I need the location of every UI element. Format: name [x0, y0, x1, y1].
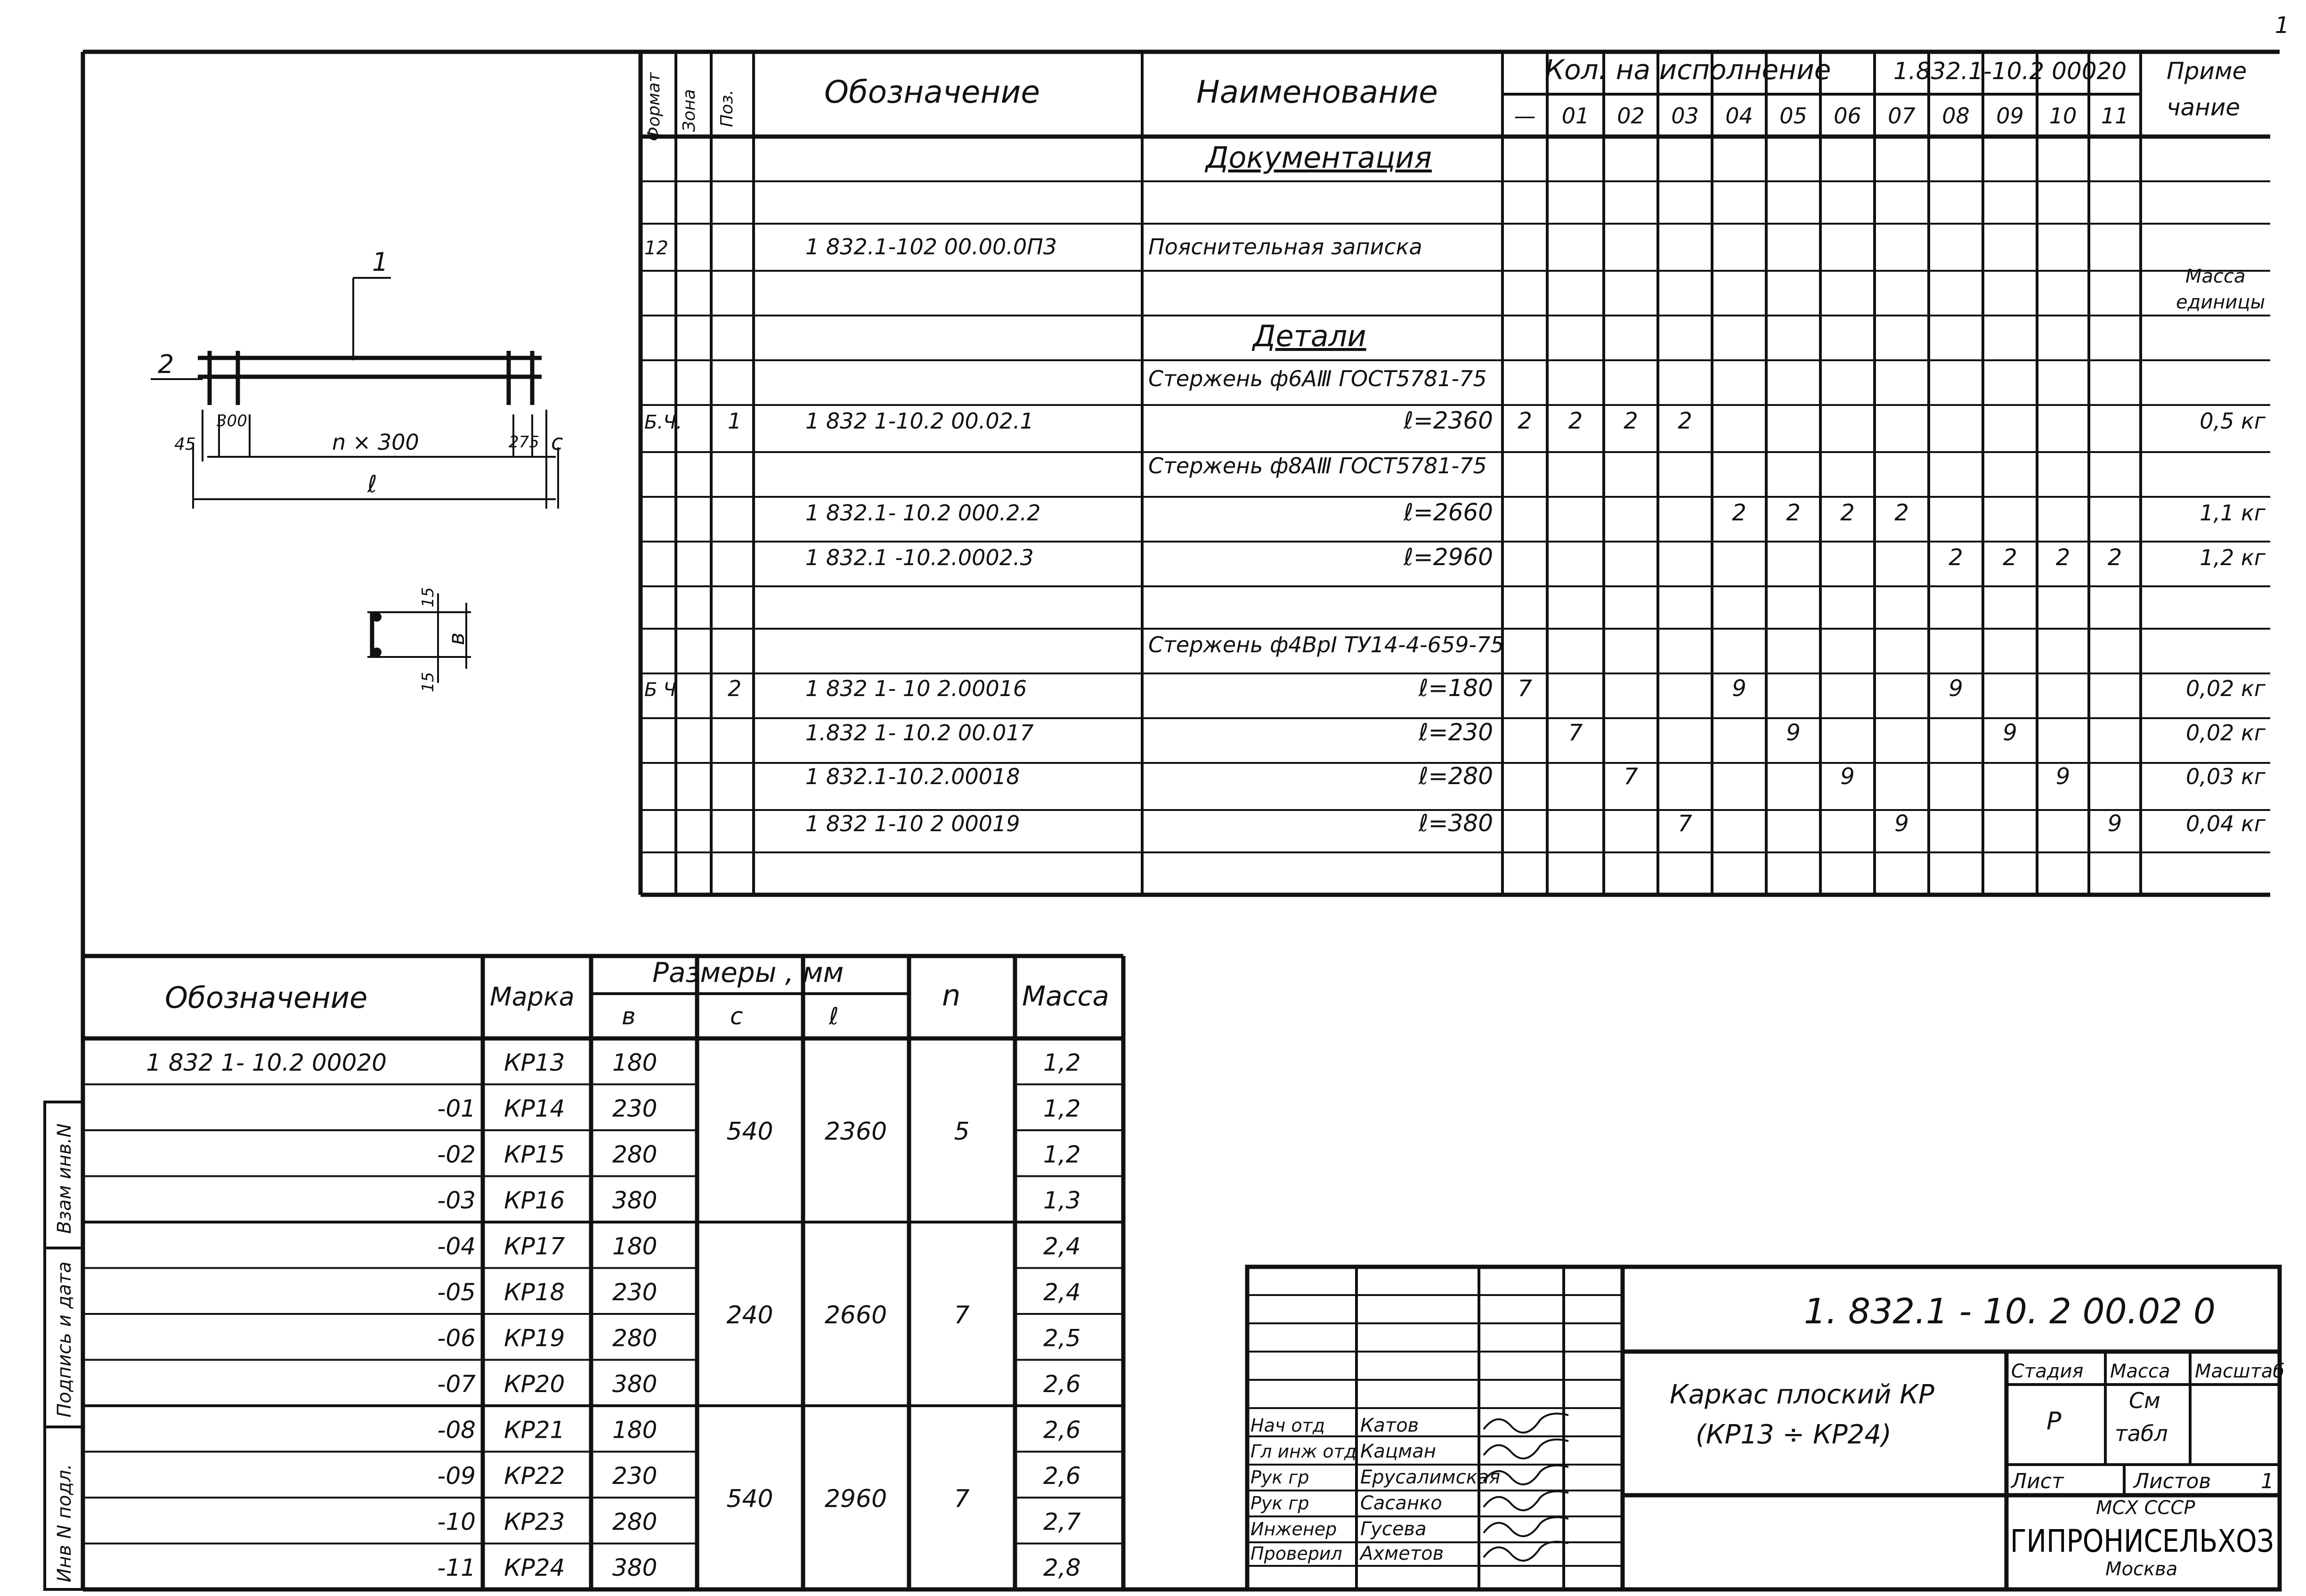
signer-name: Катов [1360, 1415, 1419, 1436]
variant-mark: КР20 [504, 1370, 565, 1398]
variant-mark: КР24 [504, 1554, 565, 1581]
spec-row [1148, 453, 1487, 478]
variant-mass: 2,4 [1043, 1278, 1081, 1306]
signer-role: Рук гр [1250, 1467, 1309, 1488]
spec-qty: 2 [1568, 408, 1583, 434]
variant-mark: КР17 [504, 1232, 565, 1260]
doc-title-2: (КР13 ÷ КР24) [1696, 1419, 1892, 1450]
variant-designation: -01 [437, 1094, 476, 1122]
signature-row [1250, 1440, 1568, 1462]
spec-name: Стержень ф8АⅢ ГОСТ5781-75 [1148, 453, 1487, 478]
signer-role: Рук гр [1250, 1493, 1309, 1514]
variant-b: 380 [612, 1370, 658, 1398]
variant-mark: КР16 [504, 1186, 565, 1214]
variant-mass: 2,7 [1043, 1508, 1081, 1536]
spec-rows [644, 234, 2266, 837]
stamp-inv-vzam: Взам инв.N [54, 1123, 75, 1234]
variant-b: 380 [612, 1186, 658, 1214]
spec-name: Пояснительная записка [1148, 234, 1422, 259]
vhdr-l: ℓ [829, 1003, 839, 1030]
dim-15-top: 15 [419, 587, 438, 608]
mass-value-1: См [2129, 1388, 2160, 1413]
spec-pos: 2 [728, 676, 742, 701]
spec-qty: 9 [2003, 720, 2017, 746]
spec-designation: 1 832 1-10.2 00.02.1 [805, 408, 1034, 434]
variant-row [437, 1232, 1080, 1260]
variant-row [437, 1416, 1080, 1443]
spec-designation: 1 832 1-10 2 00019 [805, 811, 1020, 836]
vhdr-mark: Марка [490, 982, 575, 1012]
variant-mark: КР23 [504, 1508, 565, 1536]
spec-format: Б.Ч. [644, 412, 682, 433]
variant-mark: КР21 [504, 1416, 565, 1444]
spec-row [1148, 366, 1487, 391]
variant-mark: КР13 [504, 1049, 565, 1077]
handwritten-signature [1484, 1491, 1568, 1510]
spec-row [805, 719, 2266, 746]
hdr-format: Формат [644, 72, 664, 141]
spec-qty: 2 [1732, 500, 1746, 526]
spec-row [805, 499, 2266, 526]
spec-name: ℓ=280 [1419, 762, 1493, 790]
spec-qty: 2 [2003, 544, 2017, 571]
spec-qty: 2 [1840, 500, 1855, 526]
dim-c: c [551, 429, 563, 455]
spec-qty: 9 [2055, 763, 2071, 790]
signer-name: Сасанко [1360, 1492, 1442, 1514]
scale-header: Масштаб [2195, 1361, 2285, 1382]
doc-code: 1. 832.1 - 10. 2 00.02 0 [1804, 1291, 2216, 1332]
spec-name: ℓ=2660 [1404, 499, 1493, 526]
variant-c: 540 [726, 1485, 773, 1513]
spec-name: ℓ=380 [1419, 810, 1493, 837]
spec-name: ℓ=2360 [1404, 407, 1493, 434]
spec-name: Стержень ф4ВрI ТУ14-4-659-75 [1148, 632, 1504, 657]
variant-mass: 2,6 [1043, 1416, 1081, 1444]
variant-row [437, 1187, 1080, 1214]
section-details: Детали [1253, 319, 1366, 353]
spec-qty: 9 [1786, 720, 1801, 746]
spec-name: Стержень ф6АⅢ ГОСТ5781-75 [1148, 366, 1487, 391]
variant-mass: 2,5 [1043, 1324, 1081, 1352]
dim-275: 275 [509, 433, 539, 452]
stage-header: Стадия [2011, 1361, 2084, 1382]
variant-b: 380 [612, 1554, 658, 1581]
section-sketch [367, 587, 471, 692]
mass-value-2: табл [2115, 1421, 2168, 1446]
variant-row [437, 1370, 1080, 1398]
variant-b: 180 [612, 1232, 658, 1260]
spec-note: 1,1 кг [2200, 500, 2265, 526]
vhdr-mass: Масса [1022, 980, 1109, 1012]
spec-qty: 2 [1678, 408, 1692, 434]
signature-row [1250, 1491, 1568, 1514]
variant-header-4: 04 [1725, 103, 1753, 129]
spec-name: ℓ=180 [1419, 674, 1493, 702]
variant-mass: 2,6 [1043, 1370, 1081, 1398]
signer-name: Кацман [1360, 1441, 1436, 1462]
page-number: 1 [2275, 12, 2290, 39]
variant-designation: -03 [437, 1186, 476, 1214]
spec-qty: 2 [1894, 500, 1909, 526]
spec-qty: 9 [2107, 810, 2122, 837]
spec-row [805, 543, 2266, 571]
spec-qty: 7 [1568, 720, 1583, 746]
vhdr-b: в [622, 1003, 636, 1030]
hdr-designation: Обозначение [824, 74, 1040, 110]
handwritten-signature [1484, 1440, 1568, 1458]
variant-group [726, 1485, 969, 1513]
spec-designation: 1 832.1 -10.2.0002.3 [805, 545, 1034, 570]
vhdr-c: с [730, 1003, 743, 1030]
hdr-note-2: чание [2167, 94, 2241, 121]
stamp-sign-date: Подпись и дата [54, 1261, 75, 1418]
spec-name: ℓ=230 [1419, 719, 1493, 746]
variant-designation: -07 [437, 1370, 476, 1398]
spec-qty: 7 [1678, 810, 1692, 837]
variant-header-1: 01 [1561, 103, 1590, 129]
spec-designation: 1 832 1- 10 2.00016 [805, 676, 1027, 701]
variant-mark: КР14 [504, 1094, 565, 1122]
spec-note: 0,02 кг [2186, 720, 2265, 745]
variant-mass: 2,8 [1043, 1554, 1081, 1581]
variant-row [146, 1049, 1081, 1076]
spec-row [805, 810, 2266, 837]
variant-n: 7 [954, 1301, 970, 1329]
doc-title-1: Каркас плоский КР [1670, 1379, 1934, 1410]
spec-designation: 1 832.1-10.2.00018 [805, 764, 1020, 789]
org-name: ГИПРОНИСЕЛЬХОЗ [2010, 1523, 2274, 1559]
variant-header-5: 05 [1779, 103, 1807, 129]
signer-role: Гл инж отд [1250, 1441, 1357, 1462]
sheets-value: 1 [2261, 1469, 2274, 1493]
spec-designation: 1 832.1-102 00.00.0П3 [805, 234, 1057, 259]
sheets-header: Листов [2134, 1469, 2211, 1493]
spec-name: ℓ=2960 [1404, 543, 1493, 571]
variant-mass: 1,3 [1043, 1186, 1081, 1214]
spec-qty: 2 [2055, 544, 2071, 571]
variant-mark: КР19 [504, 1324, 565, 1352]
handwritten-signature [1484, 1414, 1568, 1433]
variant-mark: КР18 [504, 1278, 565, 1306]
section-documentation: Документация [1206, 140, 1432, 175]
variant-row [437, 1554, 1080, 1581]
signer-name: Гусева [1360, 1518, 1427, 1540]
handwritten-signature [1484, 1517, 1568, 1536]
variant-c: 240 [726, 1301, 773, 1329]
variant-mass: 1,2 [1043, 1141, 1081, 1168]
variant-c: 540 [726, 1118, 773, 1146]
variant-mark: КР22 [504, 1462, 565, 1490]
variant-designation: -11 [437, 1554, 476, 1581]
dim-l: ℓ [367, 470, 377, 498]
variant-designation: -02 [437, 1141, 476, 1168]
sketch-pos-1: 1 [372, 247, 389, 277]
variant-designation: -06 [437, 1324, 476, 1352]
handwritten-signature [1484, 1542, 1568, 1561]
spec-note: 0,04 кг [2186, 811, 2265, 836]
spec-note: 0,5 кг [2200, 408, 2265, 434]
variant-header-8: 08 [1942, 103, 1970, 129]
spec-pos: 1 [728, 408, 742, 434]
variant-mass: 1,2 [1043, 1049, 1081, 1077]
variant-b: 280 [612, 1324, 658, 1352]
variant-header-7: 07 [1888, 103, 1916, 129]
variant-n: 7 [954, 1485, 970, 1513]
variant-l: 2660 [824, 1301, 887, 1329]
variant-b: 230 [612, 1094, 658, 1122]
variant-group [726, 1118, 969, 1146]
signer-role: Проверил [1250, 1543, 1342, 1564]
hdr-qty: Кол. на исполнение [1545, 54, 1831, 86]
variant-b: 180 [612, 1416, 658, 1444]
side-stamp [45, 1102, 83, 1589]
variant-header-10: 10 [2049, 103, 2077, 129]
variant-b: 280 [612, 1141, 658, 1168]
spec-designation: 1.832 1- 10.2 00.017 [805, 720, 1034, 745]
variant-b: 230 [612, 1462, 658, 1490]
variant-l: 2360 [824, 1118, 887, 1146]
stamp-inv-podl: Инв N подл. [54, 1464, 75, 1582]
hdr-zone: Зона [680, 89, 699, 132]
spec-qty: 9 [1894, 810, 1909, 837]
spec-note: 0,02 кг [2186, 676, 2265, 701]
variants-rows [146, 1049, 1081, 1581]
variant-n: 5 [954, 1118, 970, 1146]
spec-qty: 2 [1518, 408, 1532, 434]
vhdr-sizes: Размеры , мм [652, 956, 844, 988]
variant-b: 180 [612, 1049, 658, 1077]
variant-group [726, 1301, 969, 1329]
signature-row [1250, 1414, 1568, 1436]
vhdr-n: n [942, 978, 961, 1013]
sketch-pos-2: 2 [158, 349, 174, 379]
variant-header-2: 02 [1617, 103, 1645, 129]
variant-designation: 1 832 1- 10.2 00020 [146, 1049, 387, 1077]
hdr-qty-code: 1.832.1-10.2 00020 [1893, 57, 2127, 85]
dim-n300: n × 300 [332, 429, 419, 455]
spec-row [644, 234, 1422, 259]
variant-header-11: 11 [2101, 103, 2129, 129]
signer-name: Ахметов [1360, 1543, 1444, 1564]
variant-mass: 2,4 [1043, 1232, 1081, 1260]
spec-qty: 9 [1840, 763, 1855, 790]
org-ministry: МСХ СССР [2096, 1497, 2195, 1519]
dim-45: 45 [174, 435, 196, 454]
mass-unit-label-2: единицы [2176, 292, 2265, 313]
spec-row [1148, 632, 1504, 657]
spec-designation: 1 832.1- 10.2 000.2.2 [805, 500, 1041, 526]
spec-format: 12 [644, 237, 668, 259]
signer-role: Инженер [1250, 1519, 1337, 1539]
signature-row [1250, 1466, 1568, 1488]
dim-b: в [444, 632, 469, 645]
variant-designation: -08 [437, 1416, 476, 1444]
spec-qty: 2 [1624, 408, 1638, 434]
stage-value: Р [2046, 1407, 2062, 1435]
variant-header-9: 09 [1996, 103, 2024, 129]
spec-row [644, 407, 2266, 434]
spec-qty: 2 [1949, 544, 1963, 571]
variant-header-3: 03 [1671, 103, 1699, 129]
spec-qty: 2 [1786, 500, 1801, 526]
hdr-pos: Поз. [717, 89, 737, 127]
spec-row [644, 674, 2266, 702]
variant-header-0: — [1514, 103, 1536, 129]
sheet-header: Лист [2011, 1469, 2064, 1493]
vhdr-designation: Обозначение [165, 980, 368, 1015]
spec-row [805, 762, 2266, 790]
variant-b: 230 [612, 1278, 658, 1306]
variant-designation: -05 [437, 1278, 476, 1306]
dim-15-bottom: 15 [419, 672, 438, 692]
variant-mass: 2,6 [1043, 1462, 1081, 1490]
dim-300: 300 [217, 412, 247, 430]
spec-note: 0,03 кг [2186, 764, 2265, 789]
variant-designation: -09 [437, 1462, 476, 1490]
variant-b: 280 [612, 1508, 658, 1536]
spec-qty: 7 [1518, 675, 1532, 702]
variant-designation: -04 [437, 1232, 476, 1260]
spec-qty: 9 [1732, 675, 1746, 702]
signature-row [1250, 1542, 1568, 1564]
variant-l: 2960 [824, 1485, 887, 1513]
spec-qty: 2 [2107, 544, 2122, 571]
frame-sketch [151, 247, 563, 509]
mass-header: Масса [2110, 1361, 2170, 1382]
hdr-name: Наименование [1196, 74, 1438, 110]
variant-mass: 1,2 [1043, 1094, 1081, 1122]
mass-unit-label-1: Масса [2185, 266, 2246, 287]
spec-qty: 9 [1949, 675, 1963, 702]
signer-name: Ерусалимская [1360, 1466, 1501, 1488]
hdr-note-1: Приме [2167, 57, 2247, 85]
variant-header-6: 06 [1834, 103, 1861, 129]
variant-designation: -10 [437, 1508, 476, 1536]
spec-note: 1,2 кг [2200, 545, 2265, 570]
spec-format: Б Ч [644, 679, 676, 701]
org-city: Москва [2105, 1558, 2178, 1580]
variant-mark: КР15 [504, 1141, 565, 1168]
spec-qty: 7 [1624, 763, 1638, 790]
signature-row [1250, 1517, 1568, 1540]
sheet-frame [83, 52, 2280, 1589]
signer-role: Нач отд [1250, 1415, 1325, 1436]
